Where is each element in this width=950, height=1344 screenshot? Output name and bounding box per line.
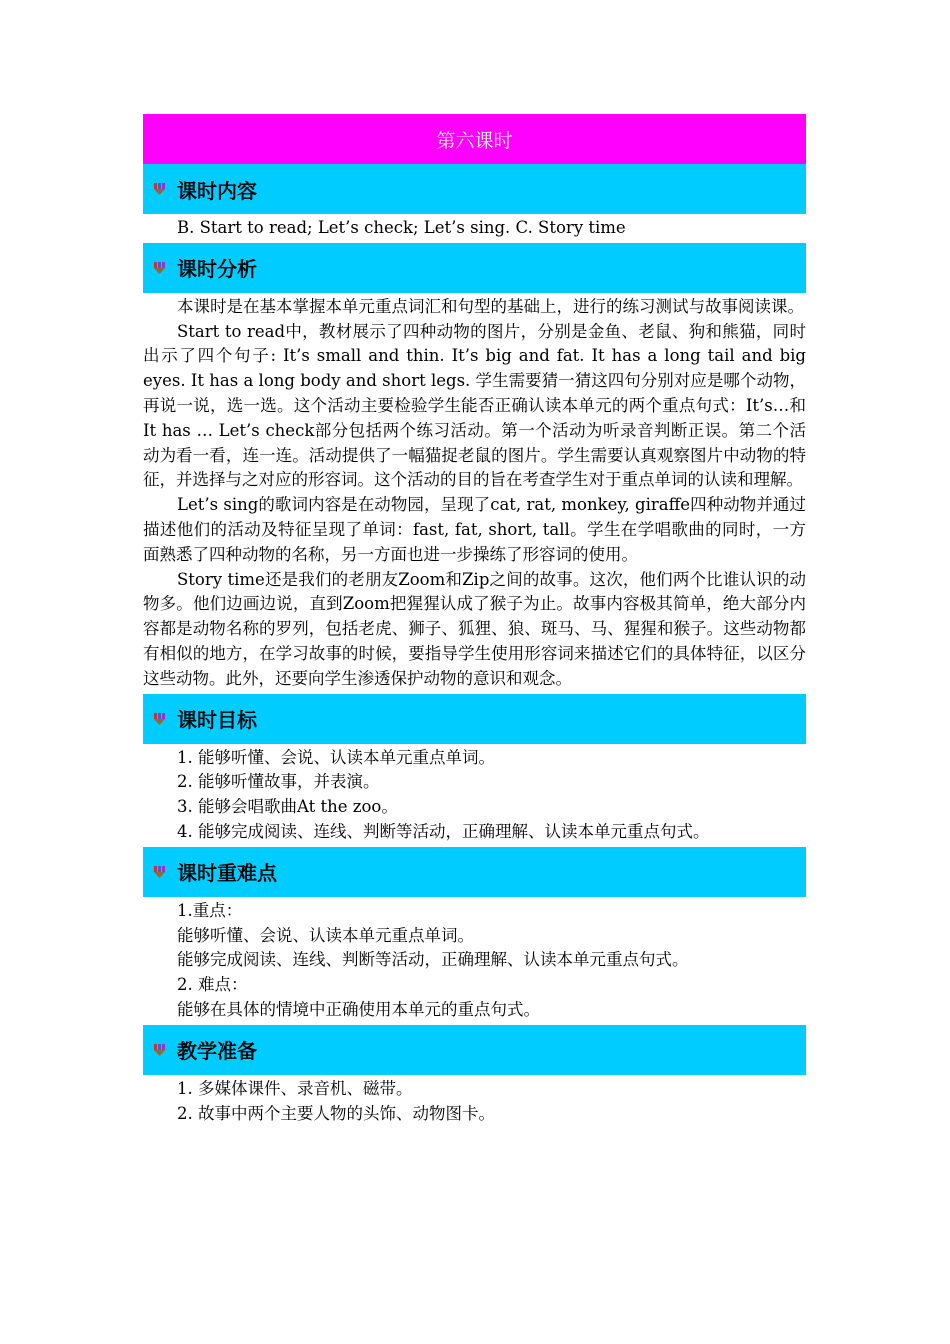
list-item: 2. 能够听懂故事，并表演。 bbox=[177, 772, 380, 792]
paragraph: Start to read中，教材展示了四种动物的图片，分别是金鱼、老鼠、狗和熊猫，同时出示了四个句子: It’s small and thin. It’s big and fat. It has a long tail and big eyes. It has a long body and short legs. 学生需要猜一猜这四句分别对应是哪个动物，再说一说，选一选。这个活动主要检验学生能否正确认读本单元的两个重点句式：It’s…和It has … Let’s check部分包括两个练习活动。第一个活动为听录音判断正误。第二个活动为看一看，连一连。活动提供了一幅猫捉老鼠的图片。学生需要认真观察图片中动物的特征，并选择与之对应的形容词。这个活动的目的旨在考查学生对于重点单词的认读和理解。 bbox=[143, 321, 806, 490]
goals-list bbox=[143, 744, 806, 847]
list-item: 4. 能够完成阅读、连线、判断等活动，正确理解、认读本单元重点句式。 bbox=[177, 821, 710, 841]
bullet-arrow-icon bbox=[143, 712, 177, 726]
section-header-goals bbox=[143, 694, 806, 744]
list-item: 2. 难点： bbox=[177, 975, 248, 995]
list-item: 能够完成阅读、连线、判断等活动，正确理解、认读本单元重点句式。 bbox=[177, 950, 689, 970]
paragraph: Story time还是我们的老朋友Zoom和Zip之间的故事。这次，他们两个比谁认识的动物多。他们边画边说，直到Zoom把猩猩认成了猴子为止。故事内容极其简单，绝大部分内容都是动物名称的罗列，包括老虎、狮子、狐狸、狼、斑马、马、猩猩和猴子。这些动物都有相似的地方，在学习故事的时候，要指导学生使用形容词来描述它们的具体特征，以区分这些动物。此外，还要向学生渗透保护动物的意识和观念。 bbox=[143, 569, 806, 688]
list-item: 1. 能够听懂、会说、认读本单元重点单词。 bbox=[177, 747, 495, 767]
section-header-key-points bbox=[143, 847, 806, 897]
section-title: 课时重难点 bbox=[177, 861, 277, 886]
lesson-title: 第六课时 bbox=[436, 129, 513, 152]
list-item: 能够听懂、会说、认读本单元重点单词。 bbox=[177, 925, 474, 945]
content-text: B. Start to read; Let’s check; Let’s sing. C. Story time bbox=[177, 218, 626, 237]
bullet-arrow-icon bbox=[143, 261, 177, 275]
list-item: 2. 故事中两个主要人物的头饰、动物图卡。 bbox=[177, 1103, 495, 1123]
paragraph: 本课时是在基本掌握本单元重点词汇和句型的基础上，进行的练习测试与故事阅读课。 bbox=[177, 296, 804, 316]
list-item: 能够在具体的情境中正确使用本单元的重点句式。 bbox=[177, 999, 540, 1019]
bullet-arrow-icon bbox=[143, 182, 177, 196]
preparation-list bbox=[143, 1075, 806, 1129]
list-item: 1. 多媒体课件、录音机、磁带。 bbox=[177, 1078, 413, 1098]
lesson-title-bar bbox=[143, 114, 806, 164]
analysis-paragraphs bbox=[143, 293, 806, 694]
list-item: 1.重点： bbox=[177, 900, 243, 920]
bullet-arrow-icon bbox=[143, 1043, 177, 1057]
section-header-preparation bbox=[143, 1025, 806, 1075]
section-header-content bbox=[143, 164, 806, 214]
section-title: 课时内容 bbox=[177, 178, 257, 203]
key-points-list bbox=[143, 897, 806, 1025]
section-header-analysis bbox=[143, 243, 806, 293]
bullet-arrow-icon bbox=[143, 865, 177, 879]
section-title: 课时分析 bbox=[177, 257, 257, 282]
section-title: 教学准备 bbox=[177, 1039, 257, 1064]
paragraph: Let’s sing的歌词内容是在动物园，呈现了cat, rat, monkey, giraffe四种动物并通过描述他们的活动及特征呈现了单词：fast, fat, short, tall。学生在学唱歌曲的同时，一方面熟悉了四种动物的名称，另一方面也进一步操练了形容词的使用。 bbox=[143, 495, 806, 564]
document-body bbox=[143, 114, 806, 1128]
section-title: 课时目标 bbox=[177, 708, 257, 733]
list-item: 3. 能够会唱歌曲At the zoo。 bbox=[177, 797, 398, 817]
